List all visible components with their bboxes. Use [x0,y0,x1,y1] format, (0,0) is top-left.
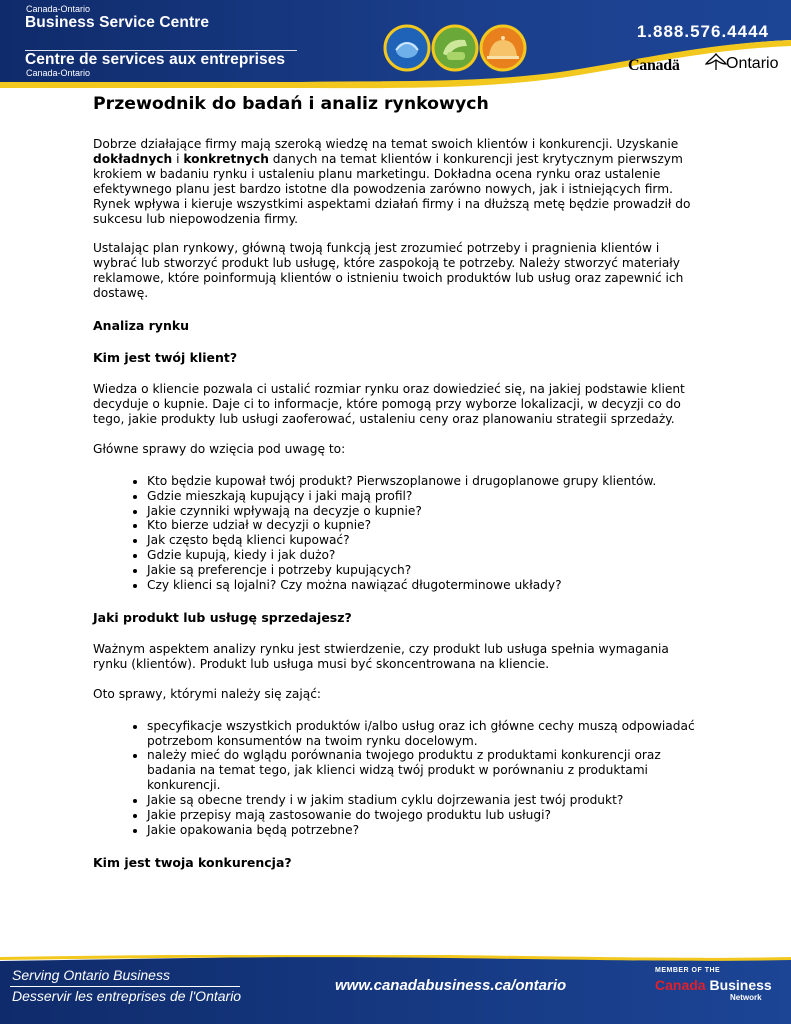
document-body [93,94,705,887]
logo-canada-text: Canada [655,977,706,993]
page-footer [0,955,791,1024]
trillium-icon [705,52,727,72]
header-title-en: Business Service Centre [25,14,210,31]
phone-icon [433,26,477,70]
header-small-top: Canada-Ontario [26,4,91,14]
customer-list [93,474,705,593]
phone-number: 1.888.576.4444 [636,22,769,41]
customer-lead: Główne sprawy do wzięcia pod uwagę to: [93,441,346,456]
header-icons [383,24,528,76]
customer-heading: Kim jest twój klient? [93,350,238,366]
competition-heading: Kim jest twoja konkurencja? [93,854,292,870]
intro-text-1: Dobrze działające firmy mają szeroką wiedzę na temat swoich klientów i konkurencji. Uzyskanie [93,137,679,151]
logo-business-text: Business [709,977,772,993]
product-paragraph: Ważnym aspektem analizy rynku jest stwierdzenie, czy produkt lub usługa spełnia wymagania rynku (klientów). Produkt lub usługa musi być skoncentrowana na kliencie. [93,641,669,671]
list-item: • Czy klienci są lojalni? Czy można nawiązać długoterminowe układy? [147,578,705,593]
footer-member-label: MEMBER OF THE [655,967,721,974]
header-small-bottom: Canada-Ontario [26,68,91,78]
service-bell-icon [481,26,525,70]
canada-wordmark: Canadä [628,57,680,74]
list-item: • Gdzie mieszkają kupujący i jaki mają profil? [147,489,705,504]
list-item: • Jakie są preferencje i potrzeby kupujących? [147,563,705,578]
footer-divider [10,986,240,987]
mouse-icon [385,26,429,70]
intro-bold-2: konkretnych [183,151,269,166]
intro-text-3: danych na temat klientów i konkurencji jest krytycznym pierwszym krokiem w badaniu rynku i ustaleniu planu marketingu. Dokładna ocena rynku oraz ustalenie efektywnego planu jest bardzo istotne dla powodzenia zarówno nowych, jak i istniejących firm. Rynek wpływa i kieruje wszystkimi aspektami działań firmy i na dłuższą metę będzie prowadził do sukcesu lub niepowodzenia firmy. [93,151,691,226]
section-heading-market-analysis: Analiza rynku [93,318,190,334]
product-heading: Jaki produkt lub usługę sprzedajesz? [93,609,352,625]
list-item: • Jak często będą klienci kupować? [147,533,705,548]
plan-paragraph: Ustalając plan rynkowy, główną twoją funkcją jest zrozumieć potrzeby i pragnienia klientów i wybrać lub stworzyć produkt lub usługę, które zaspokoją te potrzeby. Należy stworzyć materiały reklamowe, które poinformują klientów o istnieniu twoich produktów lub usług oraz zapewnić ich dostawę. [93,241,684,301]
list-item: • Jakie są obecne trendy i w jakim stadium cyklu dojrzewania jest twój produkt? [147,793,705,808]
intro-paragraph [93,137,705,226]
header-title-fr: Centre de services aux entreprises [25,51,286,68]
list-item: • Kto będzie kupował twój produkt? Pierwszoplanowe i drugoplanowe grupy klientów. [147,474,705,489]
document-title: Przewodnik do badań i analiz rynkowych [93,94,489,114]
list-item: • Gdzie kupują, kiedy i jak dużo? [147,548,705,563]
list-item: • Jakie przepisy mają zastosowanie do twojego produktu lub usługi? [147,808,705,823]
list-item: • Kto bierze udział w decyzji o kupnie? [147,518,705,533]
page-header [0,0,791,90]
intro-bold-1: dokładnych [93,151,173,166]
list-item: • należy mieć do wglądu porównania twojego produktu z produktami konkurencji oraz badania na temat tego, jak klienci widzą twój produkt w porównaniu z produktami konkurencji. [147,748,705,793]
product-lead: Oto sprawy, którymi należy się zająć: [93,686,322,701]
footer-url-link[interactable]: www.canadabusiness.ca/ontario [335,977,567,994]
list-item: • Jakie czynniki wpływają na decyzje o kupnie? [147,504,705,519]
footer-tagline-fr: Desservir les entreprises de l'Ontario [12,988,242,1004]
intro-text-2: i [172,151,184,166]
footer-network-label: Network [730,993,762,1002]
customer-paragraph: Wiedza o kliencie pozwala ci ustalić rozmiar rynku oraz dowiedzieć się, na jakiej podstawie klient decyduje o kupnie. Daje ci to informacje, które pomogą przy wyborze lokalizacji, w decyzji co do tego, jakie produkty lub usługi zaoferować, ustaleniu ceny oraz planowaniu strategii sprzedaży. [93,382,685,426]
product-list [93,719,705,838]
ontario-wordmark: Ontario [726,55,779,72]
footer-tagline-en: Serving Ontario Business [12,967,170,983]
list-item: • specyfikacje wszystkich produktów i/albo usług oraz ich główne cechy muszą odpowiadać potrzebom konsumentów na twoim rynku docelowym. [147,719,705,749]
canada-business-logo [655,977,772,993]
list-item: • Jakie opakowania będą potrzebne? [147,823,705,838]
